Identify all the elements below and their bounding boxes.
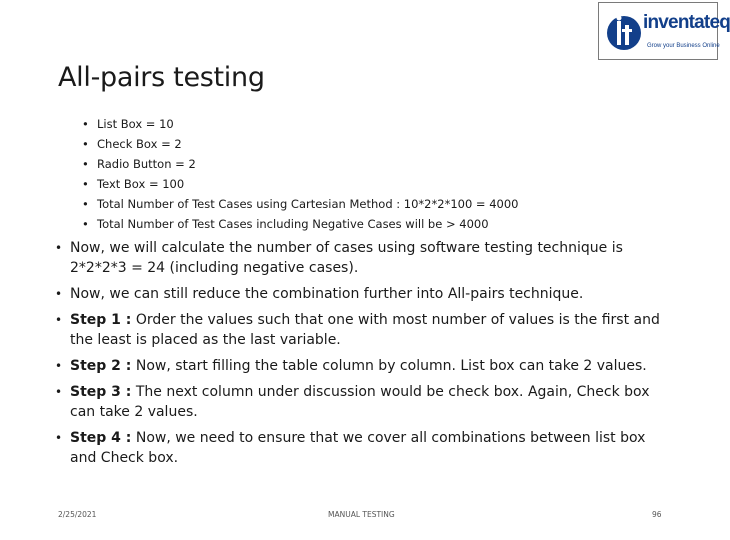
- bullet-text: Now, we need to ensure that we cover all combinations between list box and Check box.: [70, 430, 646, 466]
- bullet-text: Now, we can still reduce the combination further into All-pairs technique.: [70, 286, 584, 302]
- list-item: [55, 382, 675, 422]
- step-label: Step 4 :: [70, 430, 132, 446]
- main-bullet-list: [55, 238, 675, 474]
- step-label: Step 1 :: [70, 312, 132, 328]
- list-item: [55, 310, 675, 350]
- list-item: [55, 284, 675, 304]
- logo-wordmark: inventateq: [643, 12, 730, 33]
- footer-date: 2/25/2021: [58, 510, 97, 519]
- page-number: 96: [652, 510, 662, 519]
- logo-tagline: Grow your Business Online: [647, 43, 720, 49]
- bullet-text: Now, start filling the table column by column. List box can take 2 values.: [131, 358, 647, 374]
- slide-title: All-pairs testing: [58, 62, 265, 93]
- bullet-text: Order the values such that one with most number of values is the first and the least is placed as the last variable.: [70, 312, 660, 348]
- inventateq-logo: [598, 2, 730, 60]
- bullet-text: Now, we will calculate the number of cases using software testing technique is 2*2*2*3 = 24 (including negative cases).: [70, 240, 623, 276]
- list-item: • Total Number of Test Cases using Cartesian Method : 10*2*2*100 = 4000: [82, 194, 518, 214]
- list-item: [55, 356, 675, 376]
- list-item: • List Box = 10: [82, 114, 518, 134]
- step-label: Step 2 :: [70, 358, 132, 374]
- list-item: • Text Box = 100: [82, 174, 518, 194]
- inventateq-mark-icon: [605, 11, 643, 55]
- list-item: [55, 238, 675, 278]
- list-item: • Radio Button = 2: [82, 154, 518, 174]
- list-item: • Check Box = 2: [82, 134, 518, 154]
- bullet-text: The next column under discussion would be check box. Again, Check box can take 2 values.: [70, 384, 650, 420]
- list-item: [55, 428, 675, 468]
- footer-title: MANUAL TESTING: [328, 510, 395, 519]
- parameter-list: [82, 114, 518, 234]
- list-item: • Total Number of Test Cases including Negative Cases will be > 4000: [82, 214, 518, 234]
- step-label: Step 3 :: [70, 384, 132, 400]
